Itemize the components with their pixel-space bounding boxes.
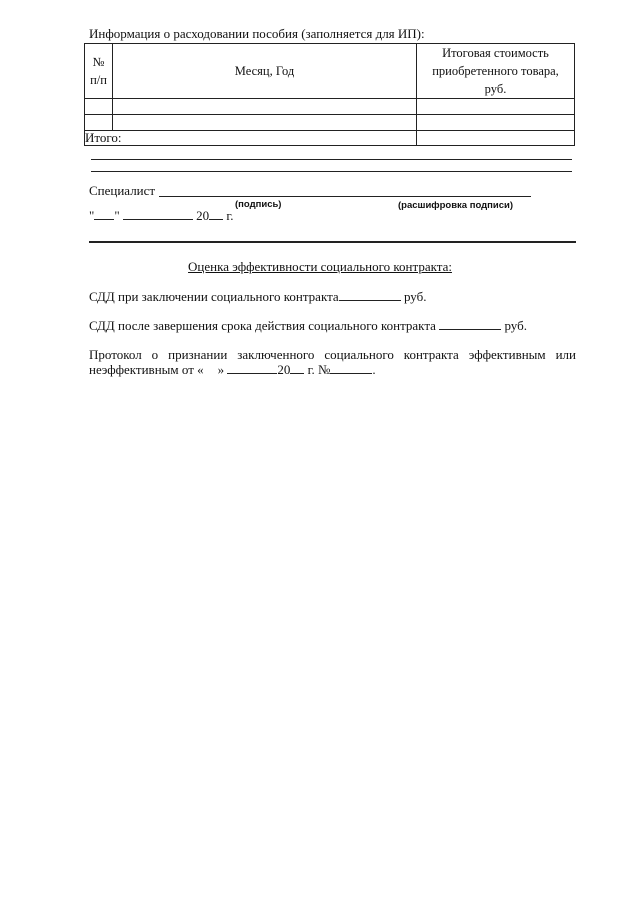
info-heading: Информация о расходовании пособия (заполняется для ИП): xyxy=(89,26,425,41)
date-day-blank[interactable] xyxy=(94,208,114,220)
protocol-month-blank[interactable] xyxy=(227,362,277,374)
protocol-from-label: неэффективным от « xyxy=(89,362,204,377)
protocol-line-2 xyxy=(89,362,376,378)
table-cell[interactable] xyxy=(417,99,575,115)
table-header-row xyxy=(85,44,575,99)
header-number-abbr: п/п xyxy=(90,73,107,87)
section-divider xyxy=(89,241,576,243)
table-cell[interactable] xyxy=(417,115,575,131)
decoding-caption: (расшифровка подписи) xyxy=(398,200,514,211)
protocol-end-dot: . xyxy=(372,362,376,377)
table-cell[interactable] xyxy=(85,99,113,115)
protocol-quote-close: » xyxy=(217,362,225,377)
blank-line-1 xyxy=(91,159,572,160)
date-quote-close: " xyxy=(114,208,120,223)
sdd-conclusion-label: СДД при заключении социального контракта xyxy=(89,289,339,304)
sdd-end-label: СДД после завершения срока действия социального контракта xyxy=(89,318,436,333)
table-cell[interactable] xyxy=(85,115,113,131)
signature-caption: (подпись) xyxy=(235,199,282,210)
evaluation-title xyxy=(0,259,640,275)
header-cell-number xyxy=(85,44,113,99)
total-label: Итого: xyxy=(85,131,417,146)
sdd-conclusion-line xyxy=(89,289,427,305)
sdd-conclusion-currency: руб. xyxy=(403,289,427,304)
protocol-number-blank[interactable] xyxy=(330,362,372,374)
sdd-conclusion-blank[interactable] xyxy=(339,289,401,301)
table-row xyxy=(85,115,575,131)
expense-table xyxy=(84,43,575,146)
protocol-year-blank[interactable] xyxy=(290,362,304,374)
header-cost-line1: Итоговая стоимость xyxy=(442,46,549,60)
sdd-end-line xyxy=(89,318,527,334)
date-month-blank[interactable] xyxy=(123,208,193,220)
total-value-cell[interactable] xyxy=(417,131,575,146)
date-year-blank[interactable] xyxy=(209,208,223,220)
header-cell-month: Месяц, Год xyxy=(113,44,417,99)
protocol-day-blank[interactable] xyxy=(204,363,218,374)
header-cell-cost xyxy=(417,44,575,99)
date-quote-open: " xyxy=(89,208,95,223)
specialist-label: Специалист xyxy=(89,183,156,198)
protocol-line-1: Протокол о признании заключенного социального контракта эффективным или xyxy=(89,347,576,362)
table-cell[interactable] xyxy=(113,115,417,131)
specialist-signature-line[interactable] xyxy=(159,196,531,197)
evaluation-title-text: Оценка эффективности социального контракта: xyxy=(188,259,452,274)
sdd-end-blank[interactable] xyxy=(439,318,501,330)
date-suffix: г. xyxy=(226,208,234,223)
sdd-end-currency: руб. xyxy=(504,318,527,333)
header-cost-line3: руб. xyxy=(484,82,507,96)
table-row xyxy=(85,99,575,115)
protocol-number-label: г. № xyxy=(307,362,331,377)
table-cell[interactable] xyxy=(113,99,417,115)
blank-line-2 xyxy=(91,171,572,172)
table-total-row xyxy=(85,131,575,146)
header-cost-line2: приобретенного товара, xyxy=(432,64,559,78)
header-number-symbol: № xyxy=(92,55,105,69)
date-line xyxy=(89,208,234,224)
date-year-prefix: 20 xyxy=(196,208,210,223)
protocol-year-prefix: 20 xyxy=(277,362,291,377)
